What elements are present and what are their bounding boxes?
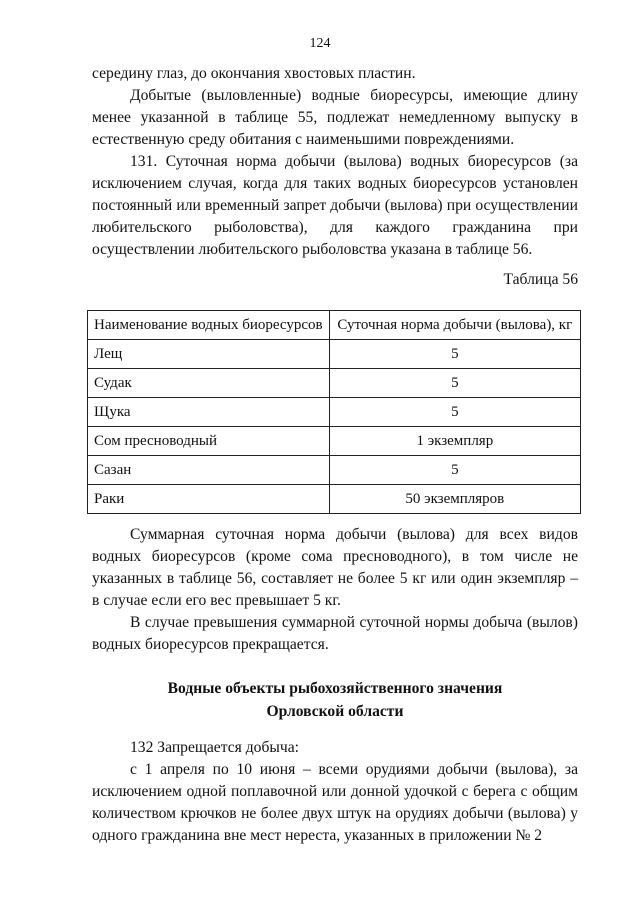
paragraph: В случае превышения суммарной суточной нормы добыча (вылов) водных биоресурсов прекращается. bbox=[92, 614, 578, 653]
paragraph-132: 132 Запрещается добыча: bbox=[130, 739, 299, 756]
species-name: Раки bbox=[88, 485, 330, 514]
table-row bbox=[88, 369, 581, 398]
paragraph: с 1 апреля по 10 июня – всеми орудиями добычи (вылова), за исключением одной поплавочной или донной удочкой с берега с общим количеством крючков не более двух штук на орудиях добычи (вылова) у одного гражданина вне мест нереста, указанных в приложении № 2 bbox=[92, 761, 578, 844]
table-row bbox=[88, 456, 581, 485]
species-name: Сазан bbox=[88, 456, 330, 485]
paragraph: середину глаз, до окончания хвостовых пластин. bbox=[92, 65, 416, 82]
daily-norm: 5 bbox=[329, 456, 580, 485]
table-caption: Таблица 56 bbox=[503, 271, 578, 288]
daily-norm: 50 экземпляров bbox=[329, 485, 580, 514]
table-row bbox=[88, 340, 581, 369]
table-header-row bbox=[88, 311, 581, 340]
species-name: Судак bbox=[88, 369, 330, 398]
table-row bbox=[88, 485, 581, 514]
table-row bbox=[88, 427, 581, 456]
daily-norm: 5 bbox=[329, 369, 580, 398]
text-block-middle bbox=[92, 524, 578, 656]
paragraph: Добытые (выловленные) водные биоресурсы, имеющие длину менее указанной в таблице 55, подлежат немедленному выпуску в естественную среду обитания с наименьшими повреждениями. bbox=[92, 87, 578, 148]
paragraph-131: 131. Суточная норма добычи (вылова) водных биоресурсов (за исключением случая, когда для таких водных биоресурсов установлен постоянный или временный запрет добычи (вылова) при осуществлении любительского рыболовства), для каждого гражданина при осуществлении любительского рыболовства указана в таблице 56. bbox=[92, 153, 578, 258]
header-daily-norm: Суточная норма добычи (вылова), кг bbox=[329, 311, 580, 340]
daily-norm: 5 bbox=[329, 340, 580, 369]
catch-norm-table bbox=[87, 310, 581, 514]
species-name: Лещ bbox=[88, 340, 330, 369]
daily-norm: 5 bbox=[329, 398, 580, 427]
section-heading bbox=[92, 677, 578, 723]
species-name: Щука bbox=[88, 398, 330, 427]
text-block-bottom bbox=[92, 737, 578, 847]
page-number: 124 bbox=[309, 36, 331, 51]
header-species: Наименование водных биоресурсов bbox=[88, 311, 330, 340]
table-row bbox=[88, 398, 581, 427]
text-block-top bbox=[92, 63, 578, 261]
paragraph: Суммарная суточная норма добычи (вылова) для всех видов водных биоресурсов (кроме сома пресноводного), в том числе не указанных в таблице 56, составляет не более 5 кг или один экземпляр – в случае если его вес превышает 5 кг. bbox=[92, 526, 578, 609]
heading-line: Водные объекты рыбохозяйственного значения bbox=[167, 680, 503, 697]
heading-line: Орловской области bbox=[266, 703, 404, 720]
daily-norm: 1 экземпляр bbox=[329, 427, 580, 456]
species-name: Сом пресноводный bbox=[88, 427, 330, 456]
